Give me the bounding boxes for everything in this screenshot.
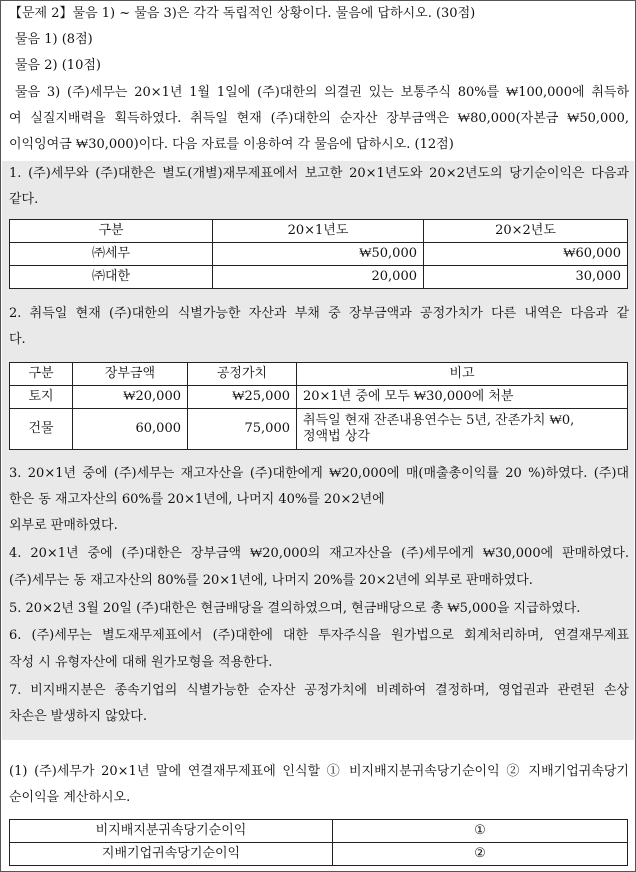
question-1-text: 순이익을 계산하시오. [9, 790, 131, 805]
table-header-cell: 20×1년도 [213, 220, 424, 243]
item-1-text: 1. (주)세무와 (주)대한은 별도(개별)재무제표에서 보고한 20×1년도와 20×2년도의 당기순이익은 다음과 [9, 166, 629, 181]
table-cell: ㈜세무 [10, 243, 213, 266]
item-6-text: 6. (주)세무는 별도재무제표에서 (주)대한에 대한 투자주식을 원가법으로 회계처리하며, 연결재무제표 [9, 628, 629, 643]
table-cell-multiline: 취득일 현재 잔존내용연수는 5년, 잔존가치 ₩0, 정액법 상각 [297, 409, 628, 450]
table-cell: 20,000 [213, 266, 424, 289]
table-header-cell: 구분 [10, 363, 73, 386]
subquestion-1-label: 물음 1) (8점) [15, 32, 93, 47]
subquestion-2-label: 물음 2) (10점) [15, 58, 101, 73]
answer-blank-1: ① [333, 820, 628, 843]
subquestion-3-intro: 이익잉여금 ₩30,000)이다. 다음 자료를 이용하여 각 물음에 답하시오. (12점) [9, 137, 454, 152]
table-cell: 토지 [10, 386, 73, 409]
item-3-text: 한은 동 재고자산의 60%를 20×1년에, 나머지 40%를 20×2년에 [9, 492, 385, 507]
table-header-cell: 비고 [297, 363, 628, 386]
table-cell: ₩50,000 [213, 243, 424, 266]
item-2-text: 다. [9, 332, 26, 347]
item-5-text: 5. 20×2년 3월 20일 (주)대한은 현금배당을 결의하였으며, 현금배당으로 총 ₩5,000을 지급하였다. [9, 601, 581, 616]
table-header-row [10, 220, 628, 243]
table-cell: 비지배지분귀속당기순이익 [10, 820, 333, 843]
answer-table [9, 819, 628, 866]
table-cell: 건물 [10, 409, 73, 450]
item-4-text: 4. 20×1년 중에 (주)대한은 장부금액 ₩20,000의 재고자산을 (주)세무에게 ₩30,000에 판매하였다. [9, 546, 629, 561]
table-header-row [10, 363, 628, 386]
item-7-text: 차손은 발생하지 않았다. [9, 709, 147, 724]
table-cell: 30,000 [424, 266, 628, 289]
table-row [10, 243, 628, 266]
item-3-text: 3. 20×1년 중에 (주)세무는 재고자산을 (주)대한에게 ₩20,000에 매(매출총이익률 20 %)하였다. (주)대 [9, 466, 629, 481]
fair-value-table [9, 362, 628, 450]
answer-blank-2: ② [333, 843, 628, 866]
table-cell: 지배기업귀속당기순이익 [10, 843, 333, 866]
subquestion-3-intro: 물음 3) (주)세무는 20×1년 1월 1일에 (주)대한의 의결권 있는 보통주식 80%를 ₩100,000에 취득하 [15, 85, 629, 100]
table-cell: 60,000 [73, 409, 188, 450]
problem-title: 【문제 2】물음 1) ~ 물음 3)은 각각 독립적인 상황이다. 물음에 답하시오. (30점) [9, 6, 476, 21]
table-cell: 20×1년 중에 모두 ₩30,000에 처분 [297, 386, 628, 409]
net-income-table [9, 219, 628, 289]
table-cell: ㈜대한 [10, 266, 213, 289]
table-row [10, 843, 628, 866]
question-1-text: (1) (주)세무가 20×1년 말에 연결재무제표에 인식할 ① 비지배지분귀속당기순이익 ② 지배기업귀속당기 [9, 764, 629, 779]
table-cell: ₩25,000 [188, 386, 297, 409]
item-2-text: 2. 취득일 현재 (주)대한의 식별가능한 자산과 부채 중 장부금액과 공정가치가 다른 내역은 다음과 같 [9, 306, 629, 321]
subquestion-3-intro: 여 실질지배력을 획득하였다. 취득일 현재 (주)대한의 순자산 장부금액은 ₩80,000(자본금 ₩50,000, [9, 111, 629, 126]
table-cell: 75,000 [188, 409, 297, 450]
table-cell: ₩20,000 [73, 386, 188, 409]
item-1-text: 같다. [9, 192, 39, 207]
table-header-cell: 구분 [10, 220, 213, 243]
table-header-cell: 20×2년도 [424, 220, 628, 243]
table-row [10, 386, 628, 409]
item-7-text: 7. 비지배지분은 종속기업의 식별가능한 순자산 공정가치에 비례하여 결정하며, 영업권과 관련된 손상 [9, 683, 629, 698]
table-cell: ₩60,000 [424, 243, 628, 266]
item-6-text: 작성 시 유형자산에 대해 원가모형을 적용한다. [9, 655, 273, 670]
table-header-cell: 공정가치 [188, 363, 297, 386]
item-4-text: (주)세무는 동 재고자산의 80%를 20×1년에, 나머지 20%를 20×2년에 외부로 판매하였다. [9, 573, 533, 588]
table-row [10, 266, 628, 289]
table-row [10, 820, 628, 843]
table-row [10, 409, 628, 450]
item-3-text: 외부로 판매하였다. [9, 518, 118, 533]
table-header-cell: 장부금액 [73, 363, 188, 386]
